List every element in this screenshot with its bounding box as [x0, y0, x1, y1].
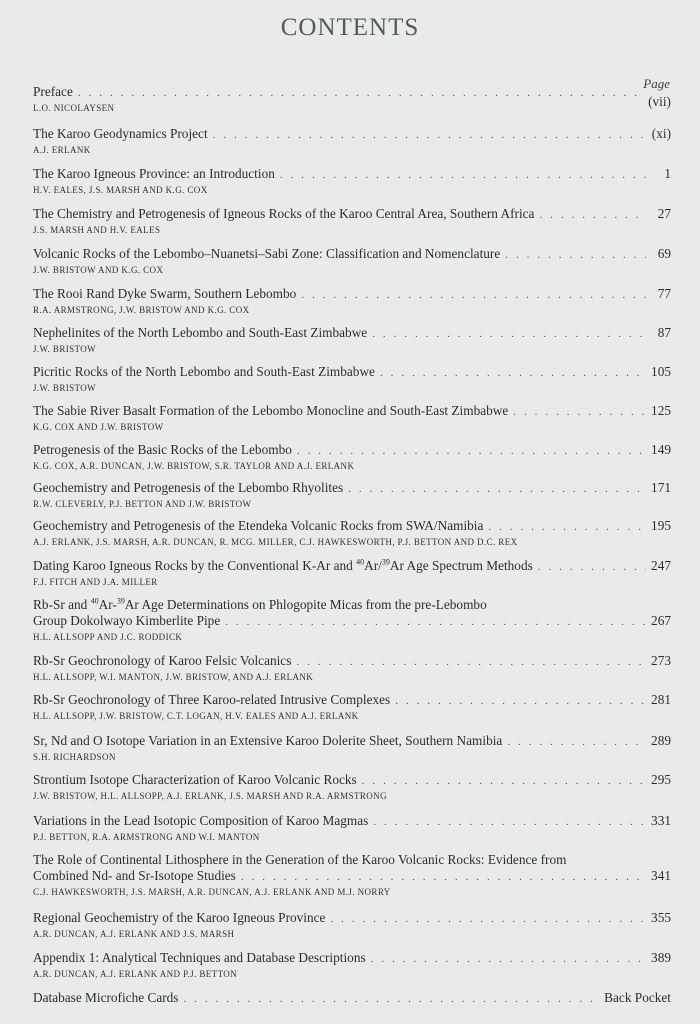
entry-title: Dating Karoo Igneous Rocks by the Conventional K-Ar and $^{40}$Ar/$^{39}$Ar Age Spectrum Methods [33, 557, 533, 573]
entry-title: The Sabie River Basalt Formation of the Lebombo Monocline and South-East Zimbabwe [33, 403, 509, 418]
entry-page: 267 [651, 613, 671, 628]
entry-authors: A.R. DUNCAN, A.J. ERLANK AND J.S. MARSH [33, 929, 235, 939]
toc-entry [33, 813, 671, 843]
toc-entry [33, 852, 671, 898]
entry-authors: H.L. ALLSOPP, J.W. BRISTOW, C.T. LOGAN, H.V. EALES AND A.J. ERLANK [33, 711, 359, 721]
entry-page: 77 [657, 286, 671, 301]
entry-authors: H.V. EALES, J.S. MARSH AND K.G. COX [33, 185, 208, 195]
entry-authors: R.A. ARMSTRONG, J.W. BRISTOW AND K.G. COX [33, 305, 250, 315]
entry-title: Rb-Sr and $^{40}$Ar-$^{39}$Ar Age Determinations on Phlogopite Micas from the pre-Lebombo [33, 596, 487, 612]
leader-dots [225, 614, 646, 630]
leader-dots [241, 869, 646, 885]
entry-page: 1 [664, 166, 671, 181]
toc-entry [33, 84, 671, 114]
entry-page: 247 [651, 558, 671, 573]
entry-page: 273 [651, 653, 671, 668]
leader-dots [78, 85, 643, 101]
page-column-label: Page [643, 76, 670, 91]
toc-entry [33, 206, 671, 236]
entry-page: 171 [651, 480, 671, 495]
entry-title: Volcanic Rocks of the Lebombo–Nuanetsi–Sabi Zone: Classification and Nomenclature [33, 246, 501, 261]
toc-entry [33, 950, 671, 980]
leader-dots [380, 365, 646, 381]
toc-entry [33, 166, 671, 196]
entry-page: 195 [651, 518, 671, 533]
entry-page: 27 [657, 206, 671, 221]
page-title: CONTENTS [280, 14, 420, 41]
entry-authors: J.W. BRISTOW, H.L. ALLSOPP, A.J. ERLANK, J.S. MARSH AND R.A. ARMSTRONG [33, 791, 387, 801]
leader-dots [539, 207, 646, 223]
entry-page: 281 [651, 692, 671, 707]
toc-entry [33, 910, 671, 940]
entry-page: 69 [657, 246, 671, 261]
entry-title: Geochemistry and Petrogenesis of the Lebombo Rhyolites [33, 480, 344, 495]
entry-title: Sr, Nd and O Isotope Variation in an Extensive Karoo Dolerite Sheet, Southern Namibia [33, 733, 503, 748]
entry-page: 149 [651, 442, 671, 457]
entry-page: 341 [651, 868, 671, 883]
entry-authors: J.W. BRISTOW [33, 344, 97, 354]
leader-dots [348, 481, 646, 497]
entry-title: Variations in the Lead Isotopic Composition of Karoo Magmas [33, 813, 369, 828]
superscript: 39 [116, 596, 125, 606]
entry-authors: C.J. HAWKESWORTH, J.S. MARSH, A.R. DUNCAN, A.J. ERLANK AND M.J. NORRY [33, 887, 391, 897]
toc-entry [33, 692, 671, 722]
entry-title-line2: Group Dokolwayo Kimberlite Pipe [33, 613, 221, 628]
entry-title: Regional Geochemistry of the Karoo Igneous Province [33, 910, 326, 925]
entry-authors: K.G. COX AND J.W. BRISTOW [33, 422, 164, 432]
toc-entry [33, 364, 671, 394]
entry-authors: H.L. ALLSOPP AND J.C. RODDICK [33, 632, 183, 642]
entry-title: Rb-Sr Geochronology of Karoo Felsic Volcanics [33, 653, 292, 668]
leader-dots [297, 443, 646, 459]
entry-authors: P.J. BETTON, R.A. ARMSTRONG AND W.I. MANTON [33, 832, 260, 842]
entry-title: The Chemistry and Petrogenesis of Igneous Rocks of the Karoo Central Area, Southern Africa [33, 206, 535, 221]
toc-entry [33, 126, 671, 156]
entry-page: 355 [651, 910, 671, 925]
leader-dots [538, 559, 646, 575]
entry-page: 331 [651, 813, 671, 828]
toc-entry [33, 733, 671, 763]
entry-page: (xi) [651, 126, 671, 141]
toc-entry [33, 558, 671, 588]
leader-dots [280, 167, 646, 183]
entry-title: Rb-Sr Geochronology of Three Karoo-related Intrusive Complexes [33, 692, 391, 707]
entry-page: 125 [651, 403, 671, 418]
entry-authors: A.R. DUNCAN, A.J. ERLANK AND P.J. BETTON [33, 969, 238, 979]
entry-authors: A.J. ERLANK [33, 145, 91, 155]
toc-entry [33, 772, 671, 802]
entry-authors: J.W. BRISTOW [33, 383, 97, 393]
entry-title: Picritic Rocks of the North Lebombo and South-East Zimbabwe [33, 364, 375, 379]
toc-entry [33, 480, 671, 510]
entry-title: Database Microfiche Cards [33, 990, 179, 1005]
entry-title: The Role of Continental Lithosphere in the Generation of the Karoo Volcanic Rocks: Evidence from [33, 852, 567, 867]
leader-dots [301, 287, 646, 303]
entry-page: 389 [651, 950, 671, 965]
leader-dots [488, 519, 646, 535]
superscript: 40 [356, 557, 365, 567]
entry-title: The Rooi Rand Dyke Swarm, Southern Lebombo [33, 286, 297, 301]
leader-dots [371, 951, 646, 967]
toc-entry [33, 597, 671, 643]
entry-authors: H.L. ALLSOPP, W.I. MANTON, J.W. BRISTOW, AND A.J. ERLANK [33, 672, 314, 682]
entry-page: 105 [651, 364, 671, 379]
entry-title: Appendix 1: Analytical Techniques and Database Descriptions [33, 950, 366, 965]
toc-entry [33, 442, 671, 472]
entry-authors: R.W. CLEVERLY, P.J. BETTON AND J.W. BRISTOW [33, 499, 252, 509]
entry-authors: F.J. FITCH AND J.A. MILLER [33, 577, 158, 587]
entry-title: Nephelinites of the North Lebombo and South-East Zimbabwe [33, 325, 368, 340]
entry-authors: A.J. ERLANK, J.S. MARSH, A.R. DUNCAN, R. MCG. MILLER, C.J. HAWKESWORTH, P.J. BETTON AND D.C. REX [33, 537, 518, 547]
entry-page: 87 [657, 325, 671, 340]
leader-dots [183, 991, 599, 1007]
entry-page: Back Pocket [604, 990, 671, 1005]
leader-dots [362, 773, 646, 789]
entry-title: The Karoo Geodynamics Project [33, 126, 208, 141]
toc-entry [33, 403, 671, 433]
superscript: 40 [90, 596, 99, 606]
entry-page: 295 [651, 772, 671, 787]
leader-dots [372, 326, 646, 342]
leader-dots [330, 911, 646, 927]
leader-dots [507, 734, 646, 750]
entry-page: 289 [651, 733, 671, 748]
entry-title: The Karoo Igneous Province: an Introduction [33, 166, 275, 181]
entry-authors: J.S. MARSH AND H.V. EALES [33, 225, 161, 235]
leader-dots [373, 814, 646, 830]
entry-authors: L.O. NICOLAYSEN [33, 103, 115, 113]
entry-authors: S.H. RICHARDSON [33, 752, 116, 762]
toc-entry [33, 246, 671, 276]
leader-dots [513, 404, 646, 420]
toc-entry [33, 653, 671, 683]
entry-page: (vii) [648, 94, 671, 109]
superscript: 39 [381, 557, 390, 567]
entry-title: Strontium Isotope Characterization of Karoo Volcanic Rocks [33, 772, 357, 787]
leader-dots [505, 247, 646, 263]
toc-entry [33, 990, 671, 1006]
toc-entry [33, 325, 671, 355]
entry-title: Geochemistry and Petrogenesis of the Etendeka Volcanic Rocks from SWA/Namibia [33, 518, 484, 533]
toc-entry [33, 286, 671, 316]
entry-title-line2: Combined Nd- and Sr-Isotope Studies [33, 868, 236, 883]
entry-title: Petrogenesis of the Basic Rocks of the Lebombo [33, 442, 292, 457]
entry-authors: K.G. COX, A.R. DUNCAN, J.W. BRISTOW, S.R. TAYLOR AND A.J. ERLANK [33, 461, 355, 471]
toc-entry [33, 518, 671, 548]
entry-title: Preface [33, 84, 73, 99]
leader-dots [213, 127, 646, 143]
leader-dots [395, 693, 646, 709]
leader-dots [296, 654, 646, 670]
entry-authors: J.W. BRISTOW AND K.G. COX [33, 265, 164, 275]
